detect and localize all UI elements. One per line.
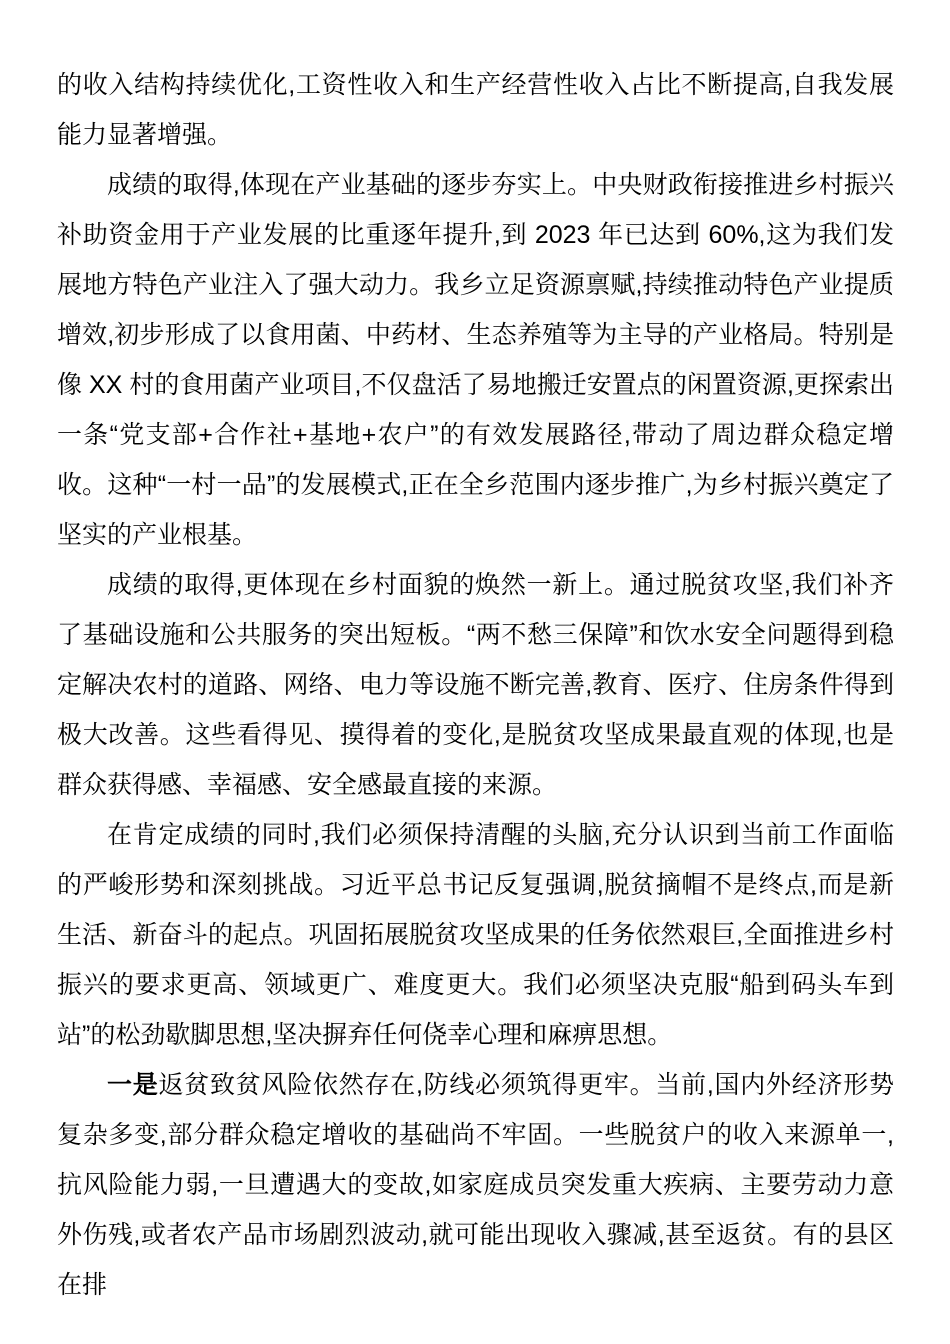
paragraph [57,160,894,560]
paragraph [57,560,894,810]
paragraph-text: 的收入结构持续优化,工资性收入和生产经营性收入占比不断提高,自我发展能力显著增强。 [57,71,894,149]
paragraph-text: 在肯定成绩的同时,我们必须保持清醒的头脑,充分认识到当前工作面临的严峻形势和深刻挑战。习近平总书记反复强调,脱贫摘帽不是终点,而是新生活、新奋斗的起点。巩固拓展脱贫攻坚成果的任务依然艰巨,全面推进乡村振兴的要求更高、领域更广、难度更大。我们必须坚决克服“船到码头车到站”的松劲歇脚思想,坚决摒弃任何侥幸心理和麻痹思想。 [57,821,894,1049]
paragraph-text: 返贫致贫风险依然存在,防线必须筑得更牢。当前,国内外经济形势复杂多变,部分群众稳定增收的基础尚不牢固。一些脱贫户的收入来源单一,抗风险能力弱,一旦遭遇大的变故,如家庭成员突发重大疾病、主要劳动力意外伤残,或者农产品市场剧烈波动,就可能出现收入骤减,甚至返贫。有的县区在排 [57,1071,894,1299]
paragraph-text: 成绩的取得,更体现在乡村面貌的焕然一新上。通过脱贫攻坚,我们补齐了基础设施和公共服务的突出短板。“两不愁三保障”和饮水安全问题得到稳定解决农村的道路、网络、电力等设施不断完善,教育、医疗、住房条件得到极大改善。这些看得见、摸得着的变化,是脱贫攻坚成果最直观的体现,也是群众获得感、幸福感、安全感最直接的来源。 [57,571,894,799]
paragraph [57,810,894,1060]
paragraph [57,1060,894,1310]
paragraph-lead-emphasis: 一是 [107,1071,159,1099]
paragraph [57,60,894,160]
document-body [57,60,894,1310]
paragraph-text: 成绩的取得,体现在产业基础的逐步夯实上。中央财政衔接推进乡村振兴补助资金用于产业发展的比重逐年提升,到 2023 年已达到 60%,这为我们发展地方特色产业注入了强大动力。我乡立足资源禀赋,持续推动特色产业提质增效,初步形成了以食用菌、中药材、生态养殖等为主导的产业格局。特别是像 XX 村的食用菌产业项目,不仅盘活了易地搬迁安置点的闲置资源,更探索出一条“党支部+合作社+基地+农户”的有效发展路径,带动了周边群众稳定增收。这种“一村一品”的发展模式,正在全乡范围内逐步推广,为乡村振兴奠定了坚实的产业根基。 [57,171,894,549]
